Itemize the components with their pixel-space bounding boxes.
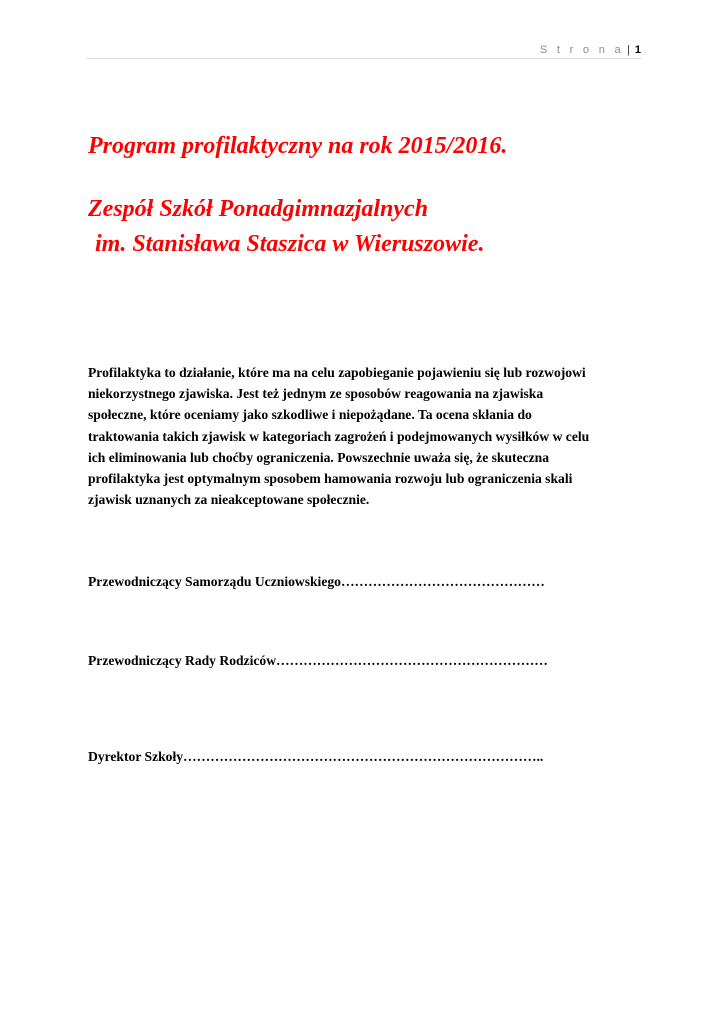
intro-line: społeczne, które oceniamy jako szkodliwe i niepożądane. Ta ocena skłania do <box>88 407 532 423</box>
school-name: Zespół Szkół Ponadgimnazjalnych <box>88 196 429 222</box>
document-title: Program profilaktyczny na rok 2015/2016. <box>88 133 508 159</box>
school-patron: im. Stanisława Staszica w Wieruszowie. <box>95 231 485 257</box>
page-header <box>86 42 641 58</box>
parents-council-signature: Przewodniczący Rady Rodziców…………………………………………………… <box>88 653 548 668</box>
intro-line: Profilaktyka to działanie, które ma na celu zapobieganie pojawieniu się lub rozwojowi <box>88 365 586 380</box>
page-number: 1 <box>634 44 641 56</box>
director-signature: Dyrektor Szkoły…………………………………………………………………….. <box>88 749 544 764</box>
intro-paragraph <box>88 362 648 510</box>
intro-line: ich eliminowania lub choćby ograniczenia. Powszechnie uważa się, że skuteczna <box>88 449 550 465</box>
page-separator: | <box>626 44 630 56</box>
intro-line: niekorzystnego zjawiska. Jest też jednym ze sposobów reagowania na zjawiska <box>88 386 544 402</box>
page-label: S t r o n a <box>539 44 624 56</box>
header-divider <box>86 58 641 59</box>
intro-line: profilaktyka jest optymalnym sposobem hamowania rozwoju lub ograniczenia skali <box>88 471 573 487</box>
intro-line: traktowania takich zjawisk w kategoriach zagrożeń i podejmowanych wysiłków w celu <box>88 428 590 444</box>
intro-line: zjawisk uznanych za nieakceptowane społecznie. <box>88 492 370 508</box>
student-council-signature: Przewodniczący Samorządu Uczniowskiego……………………………………… <box>88 574 545 589</box>
